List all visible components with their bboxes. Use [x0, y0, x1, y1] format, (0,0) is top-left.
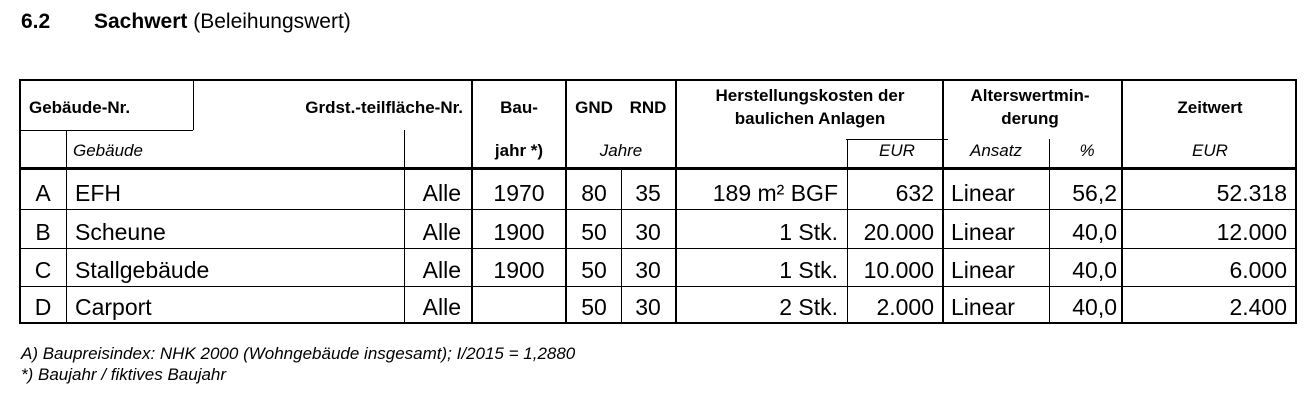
cell-menge: 1 Stk.: [779, 257, 838, 283]
cell-zeitwert: 52.318: [1216, 180, 1287, 206]
cell-id: B: [35, 219, 51, 245]
rule-v: [1049, 139, 1050, 322]
cell-flaeche: Alle: [422, 294, 461, 320]
cell-prozent: 40,0: [1072, 294, 1117, 320]
row-rule: [21, 248, 1297, 249]
cell-prozent: 40,0: [1072, 257, 1117, 283]
footnote: A) Baupreisindex: NHK 2000 (Wohngebäude insgesamt); I/2015 = 1,2880: [21, 344, 576, 363]
cell-id: A: [35, 180, 51, 206]
cell-flaeche: Alle: [422, 257, 461, 283]
header-gebaeude-nr: Gebäude-Nr.: [29, 98, 131, 117]
cell-ansatz: Linear: [951, 257, 1015, 283]
rule-v: [675, 81, 677, 322]
cell-baujahr: 1970: [493, 180, 545, 206]
sachwert-table: [19, 79, 1297, 324]
header-zeitwert: Zeitwert: [1177, 98, 1243, 117]
cell-gnd: 50: [581, 257, 607, 283]
cell-rnd: 35: [635, 180, 661, 206]
rule-v: [621, 167, 622, 322]
section-title: Sachwert: [94, 10, 188, 33]
cell-prozent: 56,2: [1072, 180, 1117, 206]
cell-name: Carport: [75, 294, 152, 320]
cell-id: D: [34, 294, 52, 320]
section-number: 6.2: [21, 10, 51, 33]
rule-v: [66, 130, 67, 322]
header-baujahr-top: Bau-: [500, 98, 538, 117]
row-rule: [21, 209, 1297, 210]
cell-kosten: 10.000: [863, 257, 934, 283]
header-gebaeude: Gebäude: [73, 141, 143, 160]
row-rule: [21, 286, 1297, 287]
cell-prozent: 40,0: [1072, 219, 1117, 245]
cell-name: Stallgebäude: [75, 257, 210, 283]
header-jahre: Jahre: [599, 141, 643, 160]
cell-menge: 1 Stk.: [779, 219, 838, 245]
cell-ansatz: Linear: [951, 180, 1015, 206]
rule-h: [21, 130, 193, 131]
header-baujahr-bottom: jahr *): [494, 141, 544, 160]
rule-v: [565, 81, 567, 322]
cell-name: Scheune: [75, 219, 166, 245]
cell-baujahr: 1900: [493, 219, 545, 245]
cell-gnd: 50: [581, 294, 607, 320]
cell-zeitwert: 2.400: [1229, 294, 1287, 320]
cell-ansatz: Linear: [951, 219, 1015, 245]
cell-zeitwert: 12.000: [1216, 219, 1287, 245]
cell-name: EFH: [75, 180, 121, 206]
header-ansatz: Ansatz: [970, 141, 1022, 160]
cell-flaeche: Alle: [422, 180, 461, 206]
header-herstellungskosten-2: baulichen Anlagen: [734, 109, 886, 128]
header-gnd: GND: [575, 98, 613, 117]
cell-id: C: [34, 257, 52, 283]
cell-gnd: 50: [581, 219, 607, 245]
section-subtitle: (Beleihungswert): [193, 10, 351, 33]
cell-kosten: 2.000: [876, 294, 934, 320]
footnote: *) Baujahr / fiktives Baujahr: [21, 365, 227, 384]
header-eur: EUR: [879, 141, 915, 160]
footnotes: [21, 343, 575, 385]
rule-v: [847, 139, 848, 322]
header-zeitwert-eur: EUR: [1192, 141, 1228, 160]
rule-v: [1121, 81, 1123, 322]
cell-ansatz: Linear: [951, 294, 1015, 320]
header-herstellungskosten-1: Herstellungskosten der: [715, 86, 905, 105]
header-rnd: RND: [629, 98, 667, 117]
cell-baujahr: 1900: [493, 257, 545, 283]
cell-menge: 2 Stk.: [779, 294, 838, 320]
cell-kosten: 20.000: [863, 219, 934, 245]
rule-v: [193, 81, 194, 130]
cell-menge: 189 m² BGF: [712, 180, 838, 206]
cell-rnd: 30: [635, 294, 661, 320]
rule-v: [404, 130, 405, 322]
cell-flaeche: Alle: [422, 219, 461, 245]
cell-zeitwert: 6.000: [1229, 257, 1287, 283]
header-alterswert-2: derung: [1001, 109, 1059, 128]
rule-h: [846, 139, 948, 140]
rule-v: [471, 81, 473, 322]
cell-kosten: 632: [895, 180, 934, 206]
header-alterswert-1: Alterswertmin-: [970, 86, 1090, 105]
header-body-rule: [21, 167, 1297, 170]
header-prozent: %: [1079, 141, 1095, 160]
section-heading: [21, 8, 351, 36]
cell-rnd: 30: [635, 219, 661, 245]
rule-v: [942, 81, 944, 322]
cell-rnd: 30: [635, 257, 661, 283]
header-grdst-teilflaeche: Grdst.-teilfläche-Nr.: [305, 98, 463, 117]
cell-gnd: 80: [581, 180, 607, 206]
